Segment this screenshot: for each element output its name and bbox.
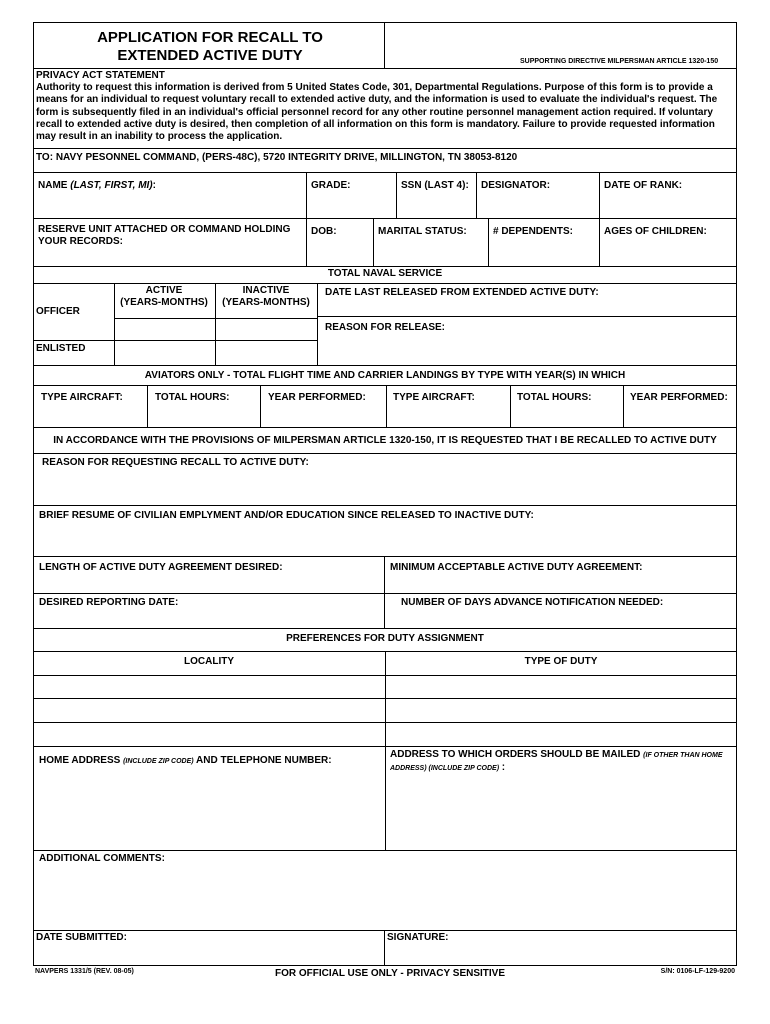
- inactive-header-sub: (YEARS-MONTHS): [222, 297, 310, 308]
- line: [306, 172, 307, 218]
- designator-field[interactable]: DESIGNATOR:: [481, 180, 551, 191]
- reserve-unit-field[interactable]: RESERVE UNIT ATTACHED OR COMMAND HOLDING: [38, 224, 291, 235]
- date-submitted-field[interactable]: DATE SUBMITTED:: [36, 932, 127, 943]
- line: [33, 593, 737, 594]
- line: [510, 385, 511, 427]
- line: [33, 172, 737, 173]
- reason-for-release-field[interactable]: REASON FOR RELEASE:: [325, 322, 446, 333]
- type-aircraft-field[interactable]: TYPE AIRCRAFT:: [393, 392, 475, 403]
- preferences-heading: PREFERENCES FOR DUTY ASSIGNMENT: [286, 633, 484, 644]
- addressee: TO: NAVY PESONNEL COMMAND, (PERS-48C), 5720 INTEGRITY DRIVE, MILLINGTON, TN 38053-8120: [36, 152, 518, 163]
- aviators-heading: AVIATORS ONLY - TOTAL FLIGHT TIME AND CARRIER LANDINGS BY TYPE WITH YEAR(S) IN WHICH: [144, 370, 626, 381]
- line: [317, 283, 318, 365]
- type-aircraft-field[interactable]: TYPE AIRCRAFT:: [41, 392, 123, 403]
- line: [384, 556, 385, 628]
- line: [33, 556, 737, 557]
- minimum-agreement-field[interactable]: MINIMUM ACCEPTABLE ACTIVE DUTY AGREEMENT:: [390, 562, 643, 573]
- signature-field[interactable]: SIGNATURE:: [387, 932, 449, 943]
- dob-field[interactable]: DOB:: [311, 226, 337, 237]
- line: [476, 172, 477, 218]
- reserve-unit-label-line2: YOUR RECORDS:: [38, 236, 124, 247]
- line: [114, 283, 115, 365]
- name-field[interactable]: NAME (LAST, FIRST, MI):: [38, 180, 156, 191]
- line: [33, 68, 737, 69]
- enlisted-label: ENLISTED: [36, 343, 86, 354]
- year-performed-field[interactable]: YEAR PERFORMED:: [630, 392, 728, 403]
- form-title-line1: APPLICATION FOR RECALL TO: [97, 29, 323, 46]
- year-performed-field[interactable]: YEAR PERFORMED:: [268, 392, 366, 403]
- line: [33, 148, 737, 149]
- marital-status-field[interactable]: MARITAL STATUS:: [378, 226, 467, 237]
- line: [33, 365, 737, 366]
- active-header: ACTIVE: [145, 285, 183, 296]
- form-number: NAVPERS 1331/5 (REV. 08-05): [35, 968, 134, 975]
- civilian-resume-field[interactable]: BRIEF RESUME OF CIVILIAN EMPLYMENT AND/OR EDUCATION SINCE RELEASED TO INACTIVE DUTY:: [39, 510, 534, 521]
- line: [385, 746, 386, 850]
- orders-address-field[interactable]: ADDRESS TO WHICH ORDERS SHOULD BE MAILED (IF OTHER THAN HOME: [390, 749, 723, 760]
- dependents-field[interactable]: # DEPENDENTS:: [493, 226, 574, 237]
- agreement-length-field[interactable]: LENGTH OF ACTIVE DUTY AGREEMENT DESIRED:: [39, 562, 283, 573]
- line: [33, 675, 737, 676]
- date-of-rank-field[interactable]: DATE OF RANK:: [604, 180, 683, 191]
- inactive-header: INACTIVE: [242, 285, 290, 296]
- line: [33, 930, 737, 931]
- ages-of-children-field[interactable]: AGES OF CHILDREN:: [604, 226, 707, 237]
- locality-header: LOCALITY: [184, 656, 234, 667]
- advance-notification-field[interactable]: NUMBER OF DAYS ADVANCE NOTIFICATION NEEDED:: [401, 597, 664, 608]
- line: [33, 340, 317, 341]
- line: [373, 218, 374, 266]
- home-address-field[interactable]: HOME ADDRESS (INCLUDE ZIP CODE) AND TELEPHONE NUMBER:: [39, 755, 332, 766]
- recall-reason-field[interactable]: REASON FOR REQUESTING RECALL TO ACTIVE DUTY:: [42, 457, 309, 468]
- line: [623, 385, 624, 427]
- privacy-text-line: form is subsequently filed in an individual's official personnel record for any other routine personnel management action required. If voluntary: [36, 107, 713, 118]
- line: [385, 651, 386, 748]
- stock-number: S/N: 0106-LF-129-9200: [660, 968, 735, 975]
- line: [33, 698, 737, 699]
- line: [33, 385, 737, 386]
- line: [306, 218, 307, 266]
- line: [33, 427, 737, 428]
- privacy-sensitive-notice: FOR OFFICIAL USE ONLY - PRIVACY SENSITIVE: [274, 968, 506, 979]
- privacy-text-line: means for an individual to request voluntary recall to extended active duty, and the information is used to evaluate the individual's request. The: [36, 94, 718, 105]
- naval-service-heading: TOTAL NAVAL SERVICE: [327, 268, 443, 279]
- total-hours-field[interactable]: TOTAL HOURS:: [155, 392, 230, 403]
- privacy-text-line: Authority to request this information is derived from 5 United States Code, 301, Departmental Regulations. Purpose of this form is to provide a: [36, 82, 713, 93]
- reporting-date-field[interactable]: DESIRED REPORTING DATE:: [39, 597, 179, 608]
- line: [317, 316, 737, 317]
- line: [488, 218, 489, 266]
- line: [33, 722, 737, 723]
- line: [33, 505, 737, 506]
- line: [33, 850, 737, 851]
- line: [396, 172, 397, 218]
- orders-address-label-line2: ADDRESS) (INCLUDE ZIP CODE) :: [390, 762, 506, 773]
- line: [33, 266, 737, 267]
- additional-comments-field[interactable]: ADDITIONAL COMMENTS:: [39, 853, 165, 864]
- type-of-duty-header: TYPE OF DUTY: [524, 656, 598, 667]
- line: [599, 218, 600, 266]
- active-header-sub: (YEARS-MONTHS): [120, 297, 208, 308]
- line: [33, 453, 737, 454]
- request-statement: IN ACCORDANCE WITH THE PROVISIONS OF MILPERSMAN ARTICLE 1320-150, IT IS REQUESTED THAT I BE RECALLED TO ACTIVE DUTY: [53, 435, 717, 446]
- officer-label: OFFICER: [36, 306, 80, 317]
- line: [33, 628, 737, 629]
- total-hours-field[interactable]: TOTAL HOURS:: [517, 392, 592, 403]
- privacy-text-line: may result in an inability to process the application.: [36, 131, 283, 142]
- line: [147, 385, 148, 427]
- ssn-field[interactable]: SSN (LAST 4):: [401, 180, 469, 191]
- header-divider: [384, 22, 385, 68]
- privacy-heading: PRIVACY ACT STATEMENT: [36, 70, 165, 81]
- line: [386, 385, 387, 427]
- line: [599, 172, 600, 218]
- privacy-text-line: recall to extended active duty is desired, then completion of all information on this form is mandatory. Failure to provide requested information: [36, 119, 715, 130]
- line: [260, 385, 261, 427]
- form-title-line2: EXTENDED ACTIVE DUTY: [117, 47, 303, 64]
- line: [33, 218, 737, 219]
- grade-field[interactable]: GRADE:: [311, 180, 351, 191]
- line: [384, 930, 385, 966]
- date-last-released-field[interactable]: DATE LAST RELEASED FROM EXTENDED ACTIVE DUTY:: [325, 287, 599, 298]
- line: [33, 283, 737, 284]
- line: [215, 283, 216, 365]
- supporting-directive: SUPPORTING DIRECTIVE MILPERSMAN ARTICLE 1320-150: [520, 58, 719, 65]
